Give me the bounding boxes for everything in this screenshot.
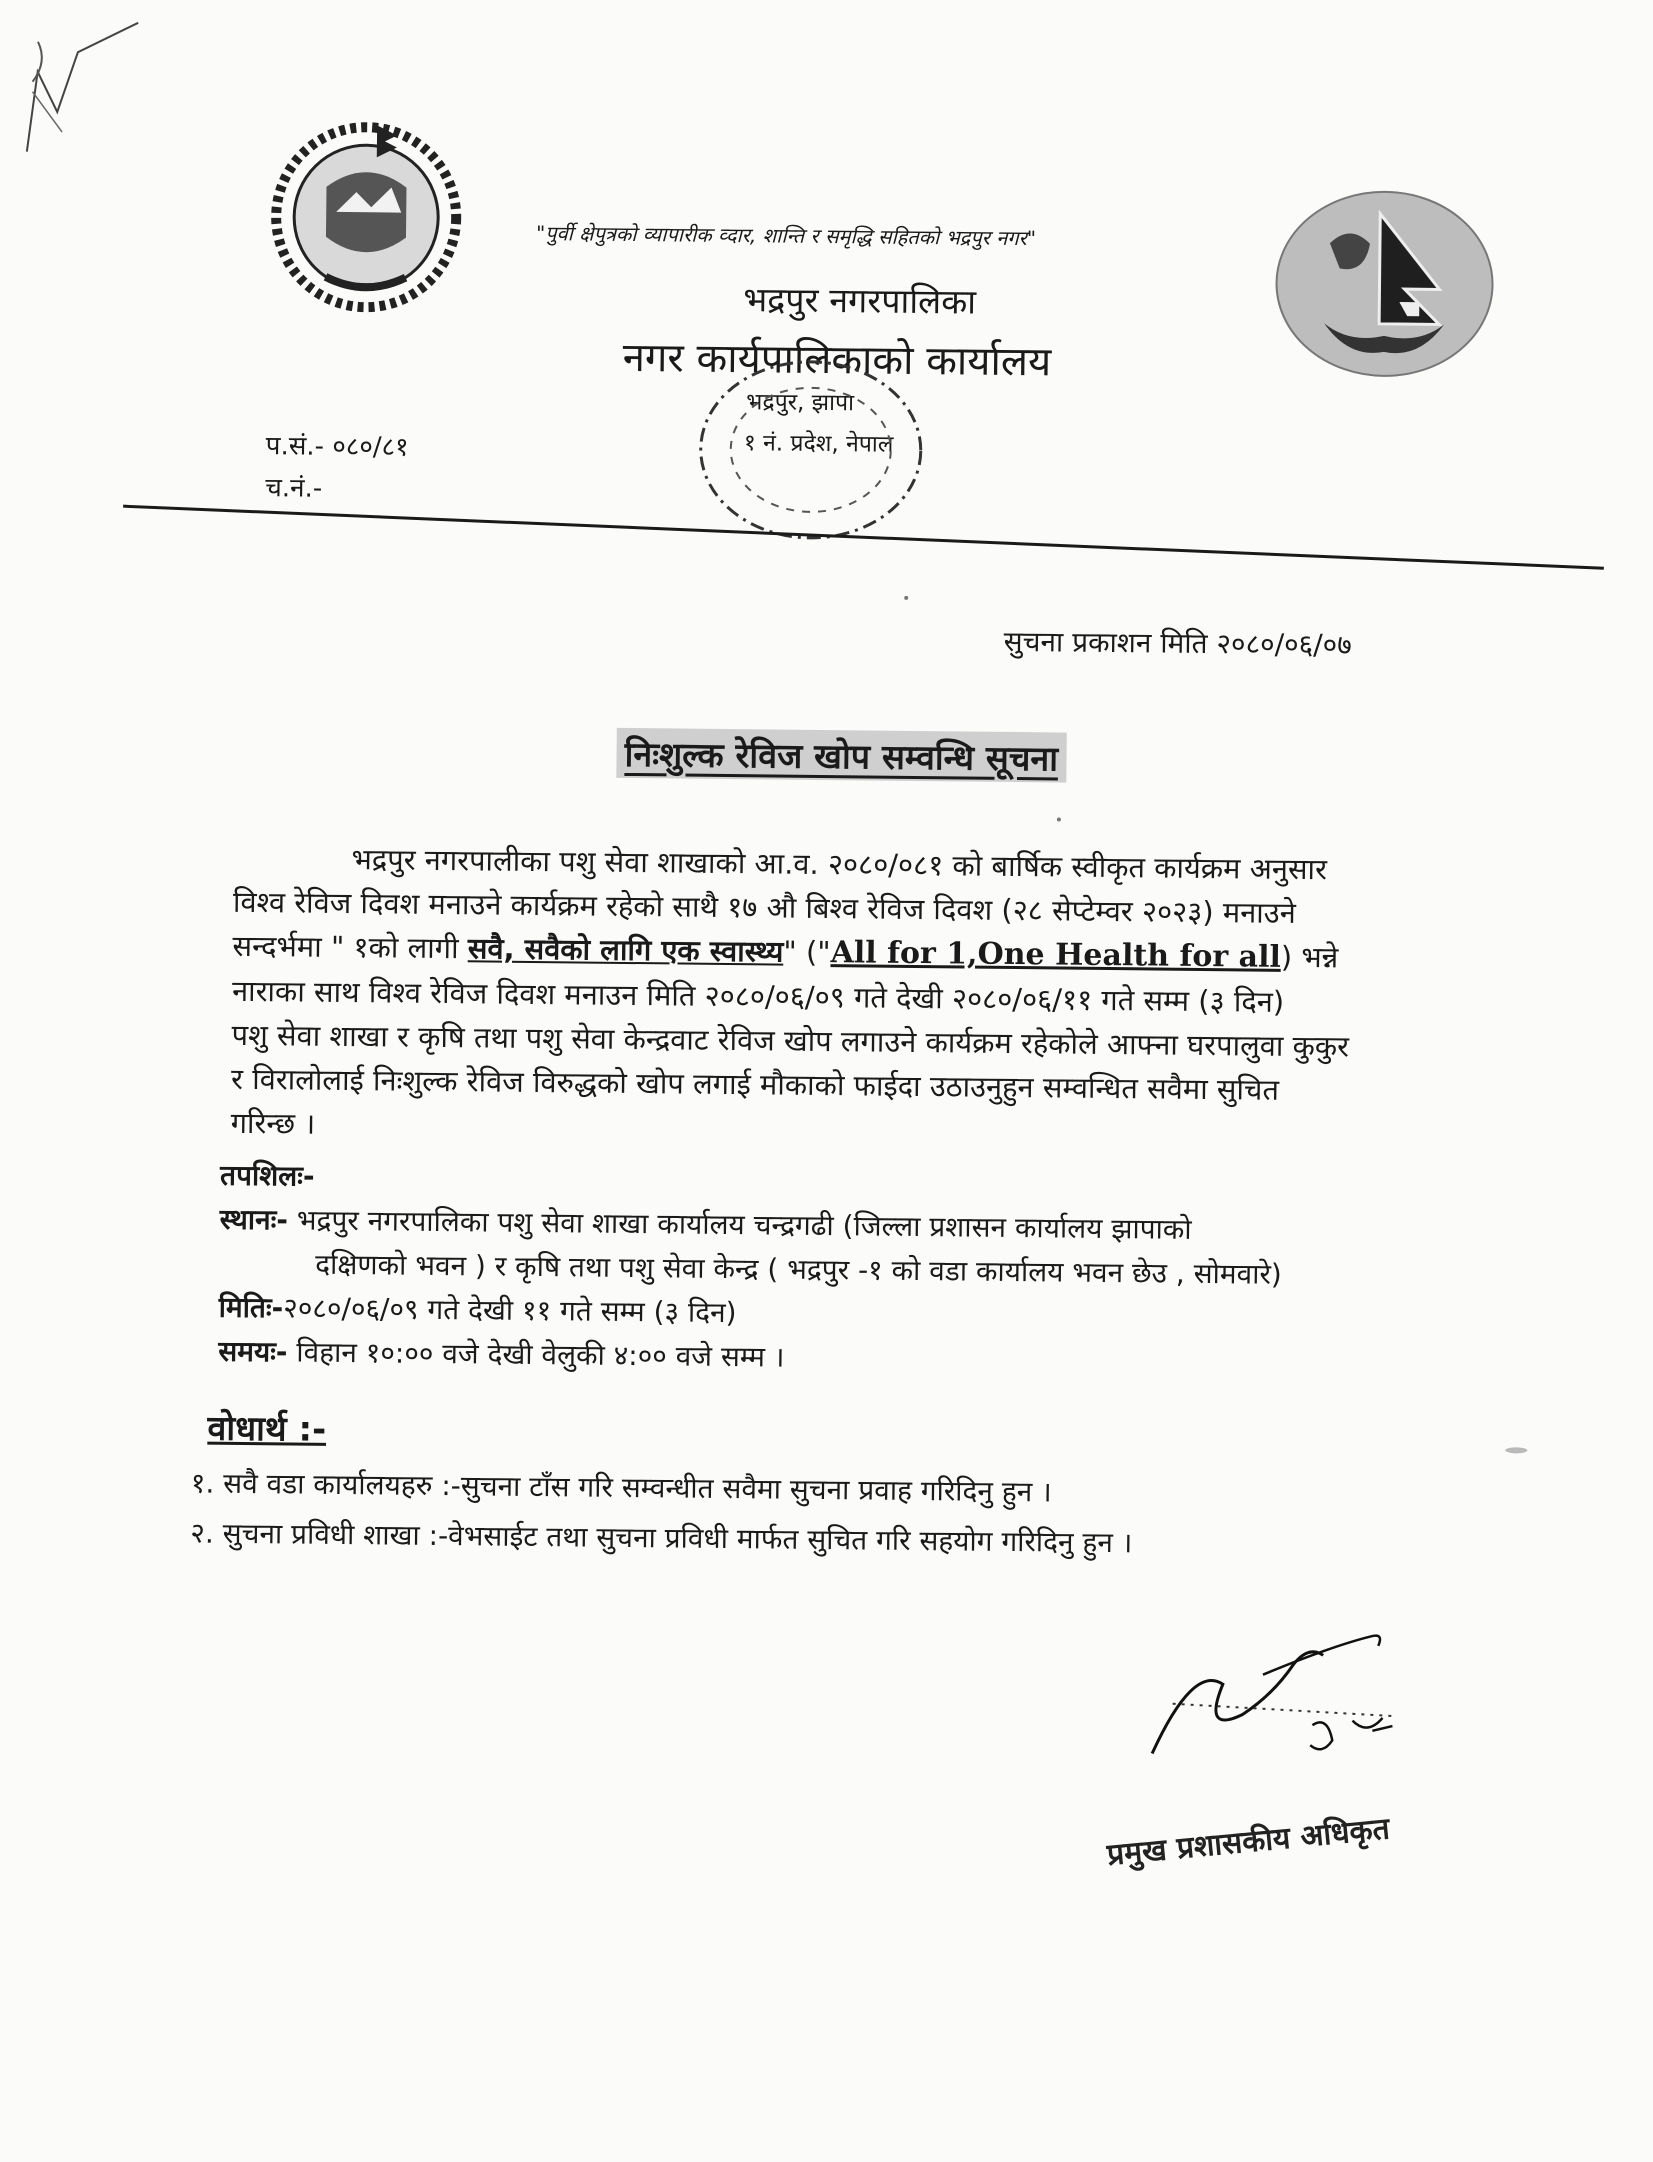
municipality-name: भद्रपुर नगरपालिका	[743, 280, 977, 323]
notice-title: निःशुल्क रेविज खोप सम्वन्धि सूचना	[616, 728, 1066, 783]
margin-scan-marks	[17, 12, 199, 164]
scan-speck	[904, 596, 908, 600]
address-line-1: भद्रपुर, झापा	[746, 389, 855, 417]
body-line: र विरालोलाई निःशुल्क रेविज विरुद्धको खोप लगाई मौकाको फाईदा उठाउनुहुन सम्वन्धित सवैमा सुचित	[230, 1061, 1280, 1107]
details-section	[218, 1154, 1283, 1385]
details-heading: तपशिलः-	[219, 1158, 315, 1193]
notice-body	[230, 836, 1453, 1158]
body-line: नाराका साथ विश्व रेविज दिवश मनाउन मिति २०८०/०६/०९ गते देखी २०८०/०६/११ गते सम्म (३ दिन)	[231, 973, 1285, 1019]
cc-heading: वोधार्थ :-	[207, 1408, 327, 1450]
date-label: मितिः-	[218, 1290, 284, 1325]
body-line: भद्रपुर नगरपालीका पशु सेवा शाखाको आ.व. २०८०/०८१ को बार्षिक स्वीकृत कार्यक्रम अनुसार	[351, 842, 1328, 887]
body-line: विश्व रेविज दिवश मनाउने कार्यक्रम रहेको साथै १७ औ बिश्व रेविज दिवश (२८ सेप्टेम्वर २०२३) मनाउने	[232, 884, 1296, 930]
cc-list	[190, 1458, 1133, 1568]
time-value: विहान १०:०० वजे देखी वेलुकी ४:०० वजे सम्म ।	[287, 1335, 785, 1374]
reference-number: प.सं.- ०८०/८१	[265, 431, 409, 463]
scan-speck	[1505, 1447, 1527, 1453]
municipality-motto: "पुर्वी क्षेपुत्रको व्यापारीक व्दार, शान्ति र समृद्धि सहितको भद्रपुर नगर"	[535, 220, 1037, 251]
address-line-2: १ नं. प्रदेश, नेपाल	[743, 430, 894, 458]
slogan-english: All for 1,One Health for all	[830, 935, 1282, 975]
dispatch-number: च.नं.-	[265, 473, 323, 504]
date-value: २०८०/०६/०९ गते देखी ११ गते सम्म (३ दिन)	[283, 1291, 737, 1330]
slogan-nepali: सवै, सवैको लागि एक स्वास्थ्य	[467, 931, 784, 969]
cc-item: २. सुचना प्रविधी शाखा :-वेभसाईट तथा सुचना प्रविधी मार्फत सुचित गरि सहयोग गरिदिनु हुन ।	[190, 1516, 1133, 1560]
nepal-emblem-icon	[255, 116, 477, 328]
publication-date: सुचना प्रकाशन मिति २०८०/०६/०७	[1003, 624, 1352, 662]
time-label: समयः-	[218, 1334, 288, 1369]
scan-speck	[1057, 817, 1061, 821]
body-text: सन्दर्भमा " १को लागी	[232, 928, 468, 966]
office-name: नगर कार्यपालिकाको कार्यालय	[622, 334, 1052, 386]
body-line: गरिन्छ ।	[230, 1105, 316, 1141]
location-label: स्थानः-	[219, 1202, 289, 1237]
location-value: भद्रपुर नगरपालिका पशु सेवा शाखा कार्यालय चन्द्रगढी (जिल्ला प्रशासन कार्यालय झापाको	[287, 1203, 1192, 1246]
handwritten-signature	[1132, 1603, 1424, 1786]
signatory-title: प्रमुख प्रशासकीय अधिकृत	[1105, 1811, 1392, 1873]
office-seal-stamp	[685, 349, 937, 552]
body-text: ) भन्ने	[1280, 939, 1339, 975]
municipality-logo-icon	[1268, 183, 1500, 385]
cc-item: १. सवै वडा कार्यालयहरु :-सुचना टाँस गरि सम्वन्धीत सवैमा सुचना प्रवाह गरिदिनु हुन ।	[190, 1466, 1052, 1509]
body-text: " ("	[783, 934, 831, 970]
body-line: पशु सेवा शाखा र कृषि तथा पशु सेवा केन्द्रवाट रेविज खोप लगाउने कार्यक्रम रहेकोले आफ्ना घरपालुवा कुकुर	[231, 1017, 1350, 1064]
location-row-continued: दक्षिणको भवन ) र कृषि तथा पशु सेवा केन्द्र ( भद्रपुर -१ को वडा कार्यालय भवन छेउ , सोमवारे)	[315, 1247, 1282, 1291]
